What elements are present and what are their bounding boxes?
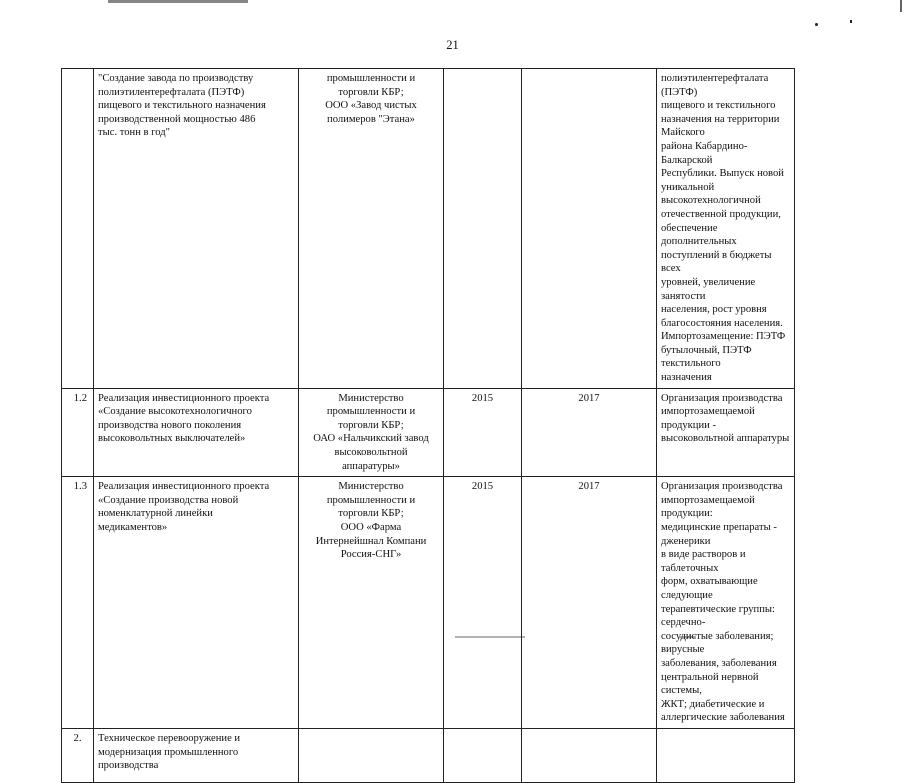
cell-text-line: ЖКТ; диабетические и [661,698,765,710]
executor-cell [299,477,444,729]
cell-text-line: форм, охватывающие следующие [661,576,758,601]
cell-text-line: обеспечение дополнительных [661,222,737,248]
cell-text-line: «Создание высокотехнологичного [98,406,252,418]
table-row [62,477,795,729]
cell-text-line: аппаратуры» [342,460,400,472]
expected-result-cell [657,69,795,389]
cell-text-line: пищевого и текстильного назначения [98,100,266,112]
cell-text-line: населения, рост уровня [661,304,767,316]
cell-text-line: промышленности и [326,494,416,506]
cell-text-line: высоковольтной [334,447,408,459]
cell-text-line: ООО «Завод чистых [325,100,417,112]
start-year-cell: 2015 [444,477,522,729]
cell-text-line: высоковольтной аппаратуры [661,433,790,445]
row-number-cell: 2. [62,728,94,782]
cell-text-line: производства [98,760,159,772]
cell-text-line: бутылочный, ПЭТФ текстильного [661,344,752,370]
row-number-cell [62,69,94,389]
cell-text-line: Реализация инвестиционного проекта [98,392,270,404]
cell-text-line: Россия-СНГ» [340,549,402,561]
cell-text-line: Организация производства [661,392,783,404]
cell-text-line: поступлений в бюджеты всех [661,249,772,275]
table-row [62,388,795,477]
cell-text-line: импортозамещаемой продукции: [661,494,755,520]
executor-cell [299,69,444,389]
cell-text-line: заболевания, заболевания [661,657,777,669]
cell-text-line: назначения [661,372,712,384]
cell-text-line: благосостояния населения. [661,317,783,329]
start-year-cell [444,69,522,389]
cell-text-line: отечественной продукции, [661,208,781,220]
cell-text-line: импортозамещаемой продукции - [661,406,755,431]
cell-text-line: тыс. тонн в год" [98,127,170,139]
cell-text-line: торговли КБР; [338,508,404,520]
table-row [62,69,795,389]
end-year-cell: 2017 [522,477,657,729]
cell-text-line: торговли КБР; [338,419,404,431]
cell-text-line: полимеров "Этана» [327,113,415,125]
cell-text-line: терапевтические группы: сердечно- [661,603,775,629]
cell-text-line: медицинские препараты - дженерики [661,522,777,547]
cell-text-line: промышленности и [326,406,416,418]
measure-name-cell [94,388,299,477]
page-number: 21 [446,38,459,52]
table-row [62,728,795,782]
end-year-cell [522,728,657,782]
cell-text-line: центральной нервной системы, [661,671,759,697]
end-year-cell: 2017 [522,388,657,477]
cell-text-line: ОАО «Нальчикский завод [313,433,429,445]
cell-text-line: высоковольтных выключателей» [98,433,246,445]
cell-text-line: Импортозамещение: ПЭТФ [661,331,786,343]
cell-text-line: "Создание завода по производству [98,73,254,84]
cell-text-line: производства нового поколения [98,419,242,431]
executor-cell [299,728,444,782]
cell-text-line: Министерство [338,392,404,404]
cell-text-line: назначения на территории Майского [661,113,780,139]
cell-text-line: Интернейшнал Компани [315,535,427,547]
cell-text-line: уникальной высокотехнологичной [661,181,761,207]
cell-text-line: полиэтилентерефталата (ПЭТФ) [661,73,769,98]
cell-text-line: Министерство [338,481,404,493]
expected-result-cell [657,728,795,782]
cell-text-line: Организация производства [661,481,783,493]
cell-text-line: в виде растворов и таблеточных [661,549,746,574]
cell-text-line: «Создание производства новой [98,494,239,506]
start-year-cell [444,728,522,782]
start-year-cell: 2015 [444,388,522,477]
cell-text-line: производственной мощностью 486 [98,113,256,125]
end-year-cell [522,69,657,389]
cell-text-line: пищевого и текстильного [661,100,776,112]
executor-cell [299,388,444,477]
scan-artifact-top [108,0,248,3]
program-table [61,68,795,783]
expected-result-cell [657,477,795,729]
measure-name-cell [94,728,299,782]
scan-artifact-edge [900,0,902,12]
cell-text-line: Республики. Выпуск новой [661,168,784,180]
cell-text-line: модернизация промышленного [98,746,239,758]
scan-artifact-dot [850,20,852,23]
cell-text-line: ООО «Фарма [340,522,402,533]
cell-text-line: номенклатурной линейки [98,508,213,520]
cell-text-line: уровней, увеличение занятости [661,276,756,302]
cell-text-line: торговли КБР; [338,86,404,98]
cell-text-line: полиэтилентерефталата (ПЭТФ) [98,86,245,98]
row-number-cell: 1.3 [62,477,94,729]
expected-result-cell [657,388,795,477]
cell-text-line: Техническое перевооружение и [98,732,241,744]
measure-name-cell [94,477,299,729]
scan-artifact-dot [815,23,818,26]
cell-text-line: аллергические заболевания [661,712,785,724]
cell-text-line: медикаментов» [98,522,168,533]
cell-text-line: Реализация инвестиционного проекта [98,481,270,493]
cell-text-line: района Кабардино-Балкарской [661,140,748,166]
cell-text-line: промышленности и [326,73,416,84]
row-number-cell: 1.2 [62,388,94,477]
measure-name-cell [94,69,299,389]
cell-text-line: сосудистые заболевания; вирусные [661,630,774,656]
